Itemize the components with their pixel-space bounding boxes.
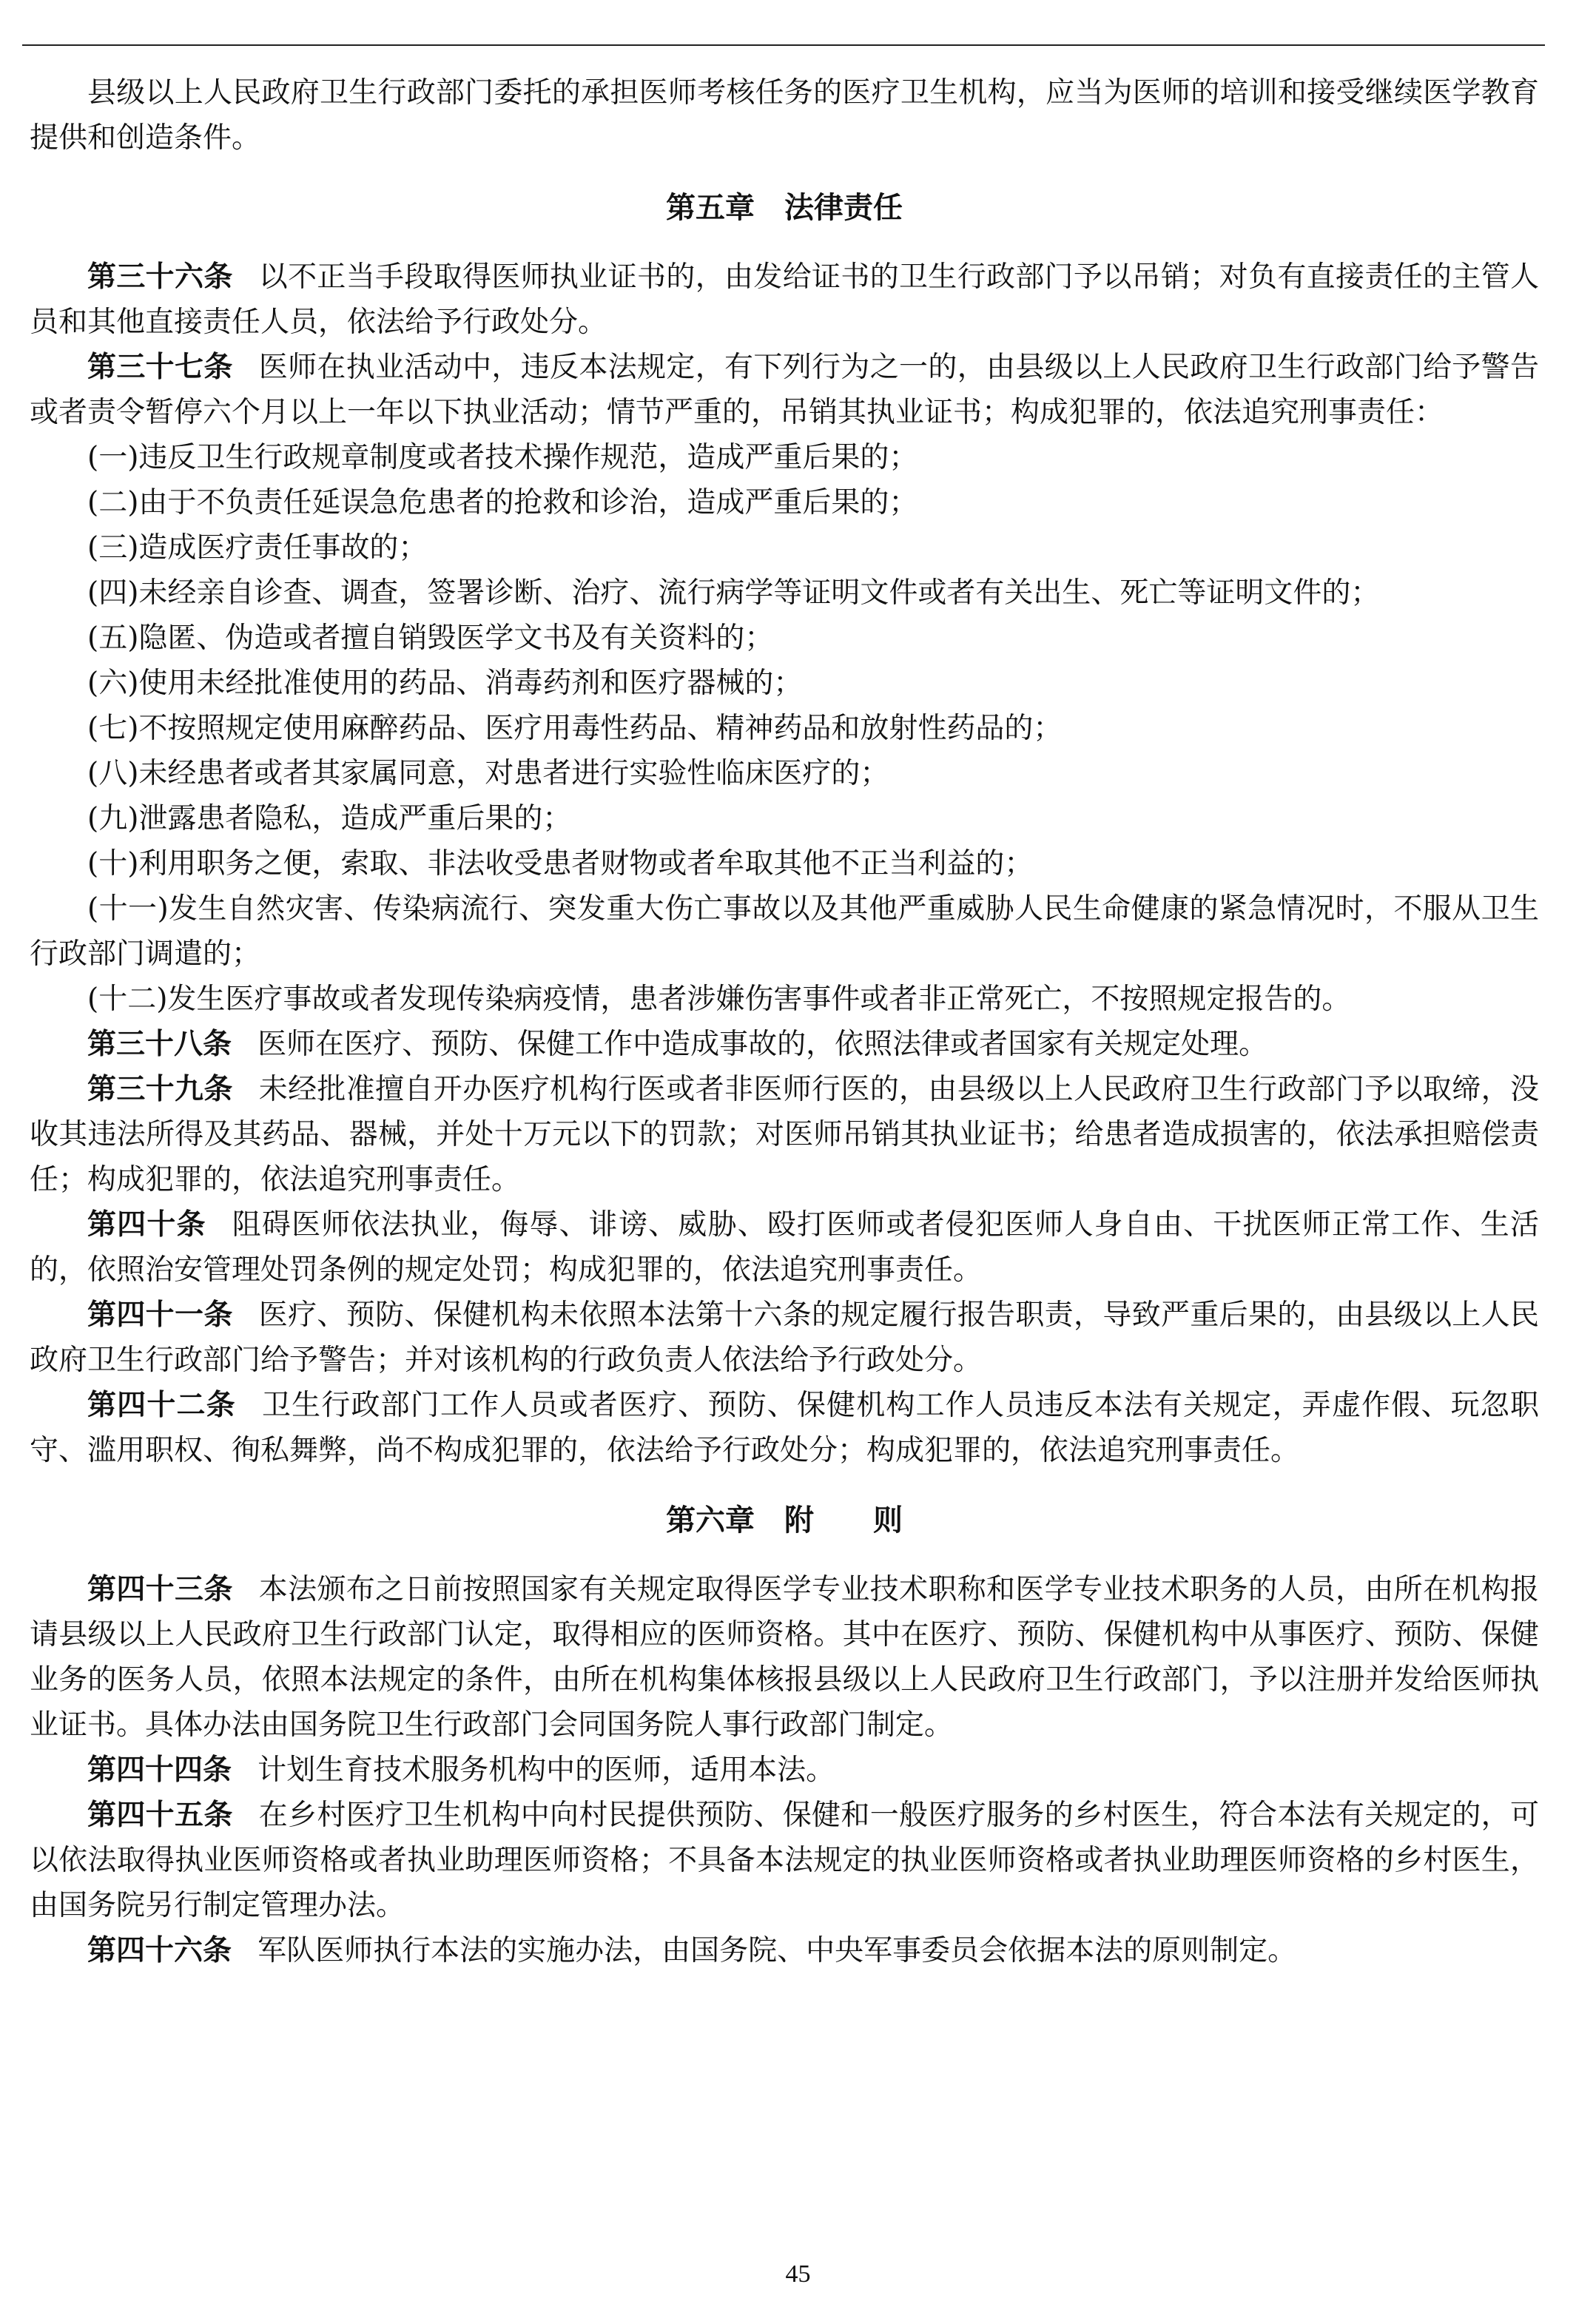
- chapter-5-heading: [30, 185, 1539, 230]
- article-37-item-8: (八)未经患者或者其家属同意，对患者进行实验性临床医疗的；: [87, 757, 889, 790]
- article-37-item-10: (十)利用职务之便，索取、非法收受患者财物或者牟取其他不正当利益的；: [87, 847, 1034, 880]
- article-number: 第四十四条: [87, 1753, 232, 1787]
- article-number: 第四十一条: [87, 1298, 233, 1332]
- header-rule: [22, 44, 1545, 46]
- article-42: [30, 1383, 1539, 1473]
- continuation-paragraph: 县级以上人民政府卫生行政部门委托的承担医师考核任务的医疗卫生机构，应当为医师的培训和接受继续医学教育提供和创造条件。: [30, 76, 1539, 155]
- chapter-5-number: 第五章: [666, 190, 755, 225]
- article-text: 医师在医疗、预防、保健工作中造成事故的，依照法律或者国家有关规定处理。: [257, 1028, 1268, 1061]
- article-number: 第三十九条: [87, 1072, 233, 1106]
- chapter-5-title: 法律责任: [784, 190, 903, 225]
- article-text: 卫生行政部门工作人员或者医疗、预防、保健机构工作人员违反本法有关规定，弄虚作假、玩忽职守、滥用职权、徇私舞弊，尚不构成犯罪的，依法给予行政处分；构成犯罪的，依法追究刑事责任。: [30, 1389, 1539, 1467]
- chapter-6-title-a: 附: [784, 1503, 814, 1537]
- article-number: 第四十二条: [87, 1388, 236, 1422]
- article-37-item-2: (二)由于不负责任延误急危患者的抢救和诊治，造成严重后果的；: [87, 486, 918, 519]
- article-41: [30, 1293, 1539, 1383]
- chapter-6-number: 第六章: [666, 1503, 755, 1537]
- article-number: 第三十六条: [87, 260, 233, 294]
- article-text: 未经批准擅自开办医疗机构行医或者非医师行医的，由县级以上人民政府卫生行政部门予以取缔，没收其违法所得及其药品、器械，并处十万元以下的罚款；对医师吊销其执业证书；给患者造成损害的，依法承担赔偿责任；构成犯罪的，依法追究刑事责任。: [30, 1073, 1539, 1196]
- article-number: 第三十七条: [87, 350, 233, 384]
- article-37-item-12: (十二)发生医疗事故或者发现传染病疫情，患者涉嫌伤害事件或者非正常死亡，不按照规定报告的。: [87, 983, 1351, 1016]
- article-36: [30, 255, 1539, 345]
- article-number: 第四十三条: [87, 1572, 233, 1606]
- article-number: 第四十条: [87, 1208, 206, 1242]
- article-46: [30, 1928, 1539, 1973]
- article-text: 在乡村医疗卫生机构中向村民提供预防、保健和一般医疗服务的乡村医生，符合本法有关规定的，可以依法取得执业医师资格或者执业助理医师资格；不具备本法规定的执业医师资格或者执业助理医师资格的乡村医生，由国务院另行制定管理办法。: [30, 1799, 1539, 1922]
- article-number: 第三十八条: [87, 1027, 232, 1061]
- article-44: [30, 1748, 1539, 1793]
- chapter-6-title-b: 则: [873, 1503, 903, 1537]
- article-45: [30, 1793, 1539, 1928]
- article-39: [30, 1067, 1539, 1202]
- chapter-6-heading: [30, 1498, 1539, 1543]
- article-38: [30, 1022, 1539, 1067]
- article-43: [30, 1567, 1539, 1748]
- article-number: 第四十五条: [87, 1798, 233, 1832]
- document-body: [30, 70, 1539, 1973]
- article-37-item-11: (十一)发生自然灾害、传染病流行、突发重大伤亡事故以及其他严重威胁人民生命健康的紧急情况时，不服从卫生行政部门调遣的；: [30, 892, 1539, 971]
- article-text: 本法颁布之日前按照国家有关规定取得医学专业技术职称和医学专业技术职务的人员，由所在机构报请县级以上人民政府卫生行政部门认定，取得相应的医师资格。其中在医疗、预防、保健机构中从事医疗、预防、保健业务的医务人员，依照本法规定的条件，由所在机构集体核报县级以上人民政府卫生行政部门，予以注册并发给医师执业证书。具体办法由国务院卫生行政部门会同国务院人事行政部门制定。: [30, 1573, 1539, 1742]
- article-text: 阻碍医师依法执业，侮辱、诽谤、威胁、殴打医师或者侵犯医师人身自由、干扰医师正常工作、生活的，依照治安管理处罚条例的规定处罚；构成犯罪的，依法追究刑事责任。: [30, 1208, 1539, 1287]
- article-37-item-3: (三)造成医疗责任事故的；: [87, 531, 428, 565]
- article-37-item-5: (五)隐匿、伪造或者擅自销毁医学文书及有关资料的；: [87, 622, 774, 655]
- article-number: 第四十六条: [87, 1933, 232, 1967]
- article-text: 军队医师执行本法的实施办法，由国务院、中央军事委员会依据本法的原则制定。: [257, 1934, 1297, 1967]
- article-37-item-4: (四)未经亲自诊查、调查，签署诊断、治疗、流行病学等证明文件或者有关出生、死亡等证明文件的；: [87, 576, 1380, 610]
- article-37-item-9: (九)泄露患者隐私，造成严重后果的；: [87, 802, 572, 835]
- article-text: 以不正当手段取得医师执业证书的，由发给证书的卫生行政部门予以吊销；对负有直接责任的主管人员和其他直接责任人员，依法给予行政处分。: [30, 260, 1539, 339]
- article-37-item-6: (六)使用未经批准使用的药品、消毒药剂和医疗器械的；: [87, 667, 803, 700]
- article-text: 计划生育技术服务机构中的医师，适用本法。: [257, 1754, 835, 1787]
- article-37-item-1: (一)违反卫生行政规章制度或者技术操作规范，造成严重后果的；: [87, 441, 918, 474]
- page-number: 45: [785, 2260, 811, 2288]
- article-text: 医师在执业活动中，违反本法规定，有下列行为之一的，由县级以上人民政府卫生行政部门给予警告或者责令暂停六个月以上一年以下执业活动；情节严重的，吊销其执业证书；构成犯罪的，依法追究刑事责任：: [30, 351, 1539, 429]
- article-40: [30, 1202, 1539, 1293]
- article-37-item-7: (七)不按照规定使用麻醉药品、医疗用毒性药品、精神药品和放射性药品的；: [87, 712, 1063, 745]
- article-text: 医疗、预防、保健机构未依照本法第十六条的规定履行报告职责，导致严重后果的，由县级以上人民政府卫生行政部门给予警告；并对该机构的行政负责人依法给予行政处分。: [30, 1299, 1539, 1377]
- article-37: [30, 345, 1539, 435]
